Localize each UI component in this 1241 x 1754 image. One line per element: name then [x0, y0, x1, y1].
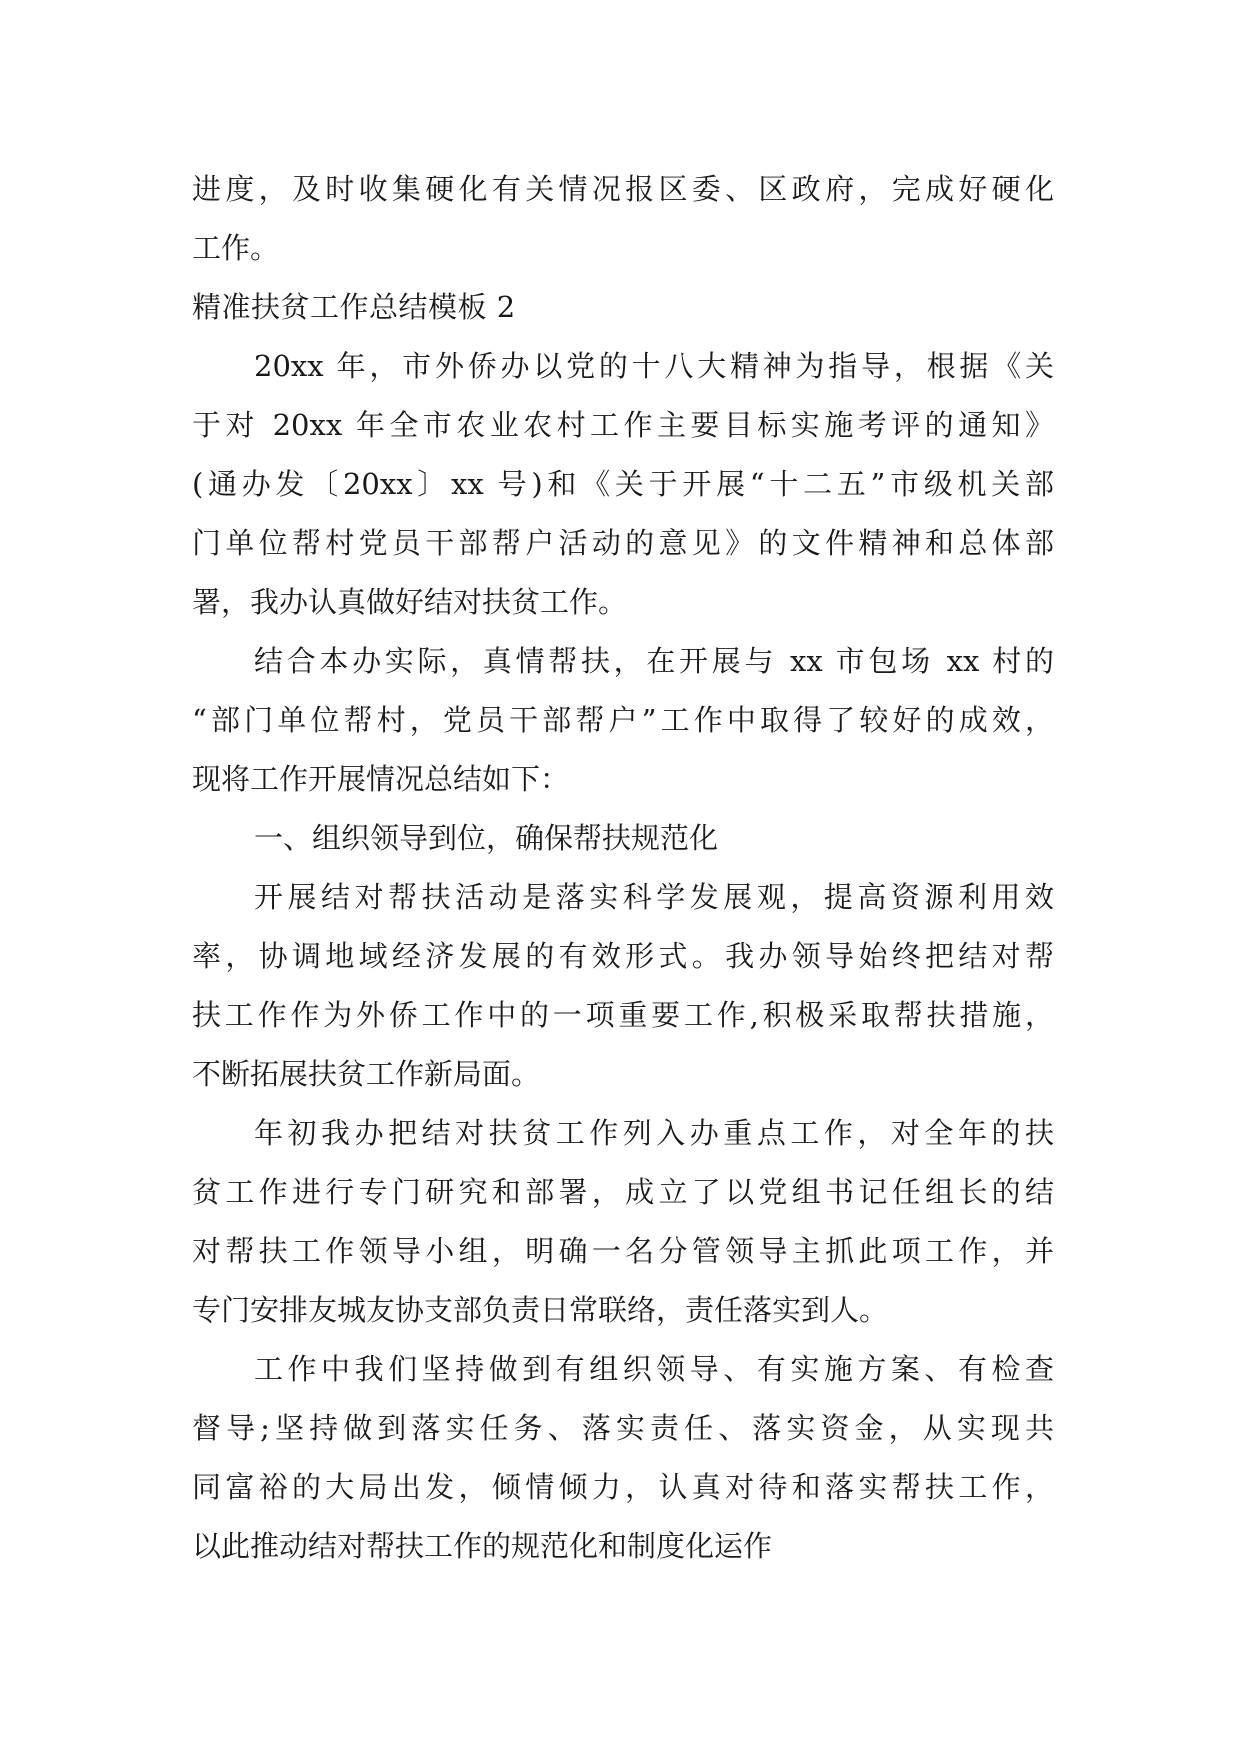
text-line: 率，协调地域经济发展的有效形式。我办领导始终把结对帮: [192, 939, 1054, 973]
paragraph-first-line: 工作中我们坚持做到有组织领导、有实施方案、有检查: [254, 1352, 1054, 1386]
paragraph-first-line: 结合本办实际，真情帮扶，在开展与 xx 市包场 xx 村的: [254, 644, 1054, 678]
text-line: 对帮扶工作领导小组，明确一名分管领导主抓此项工作，并: [192, 1234, 1054, 1268]
text-line: 专门安排友城友协支部负责日常联络，责任落实到人。: [192, 1293, 889, 1327]
text-line: 同富裕的大局出发，倾情倾力，认真对待和落实帮扶工作，: [192, 1470, 1054, 1504]
paragraph-first-line: 年初我办把结对扶贫工作列入办重点工作，对全年的扶: [254, 1116, 1054, 1150]
text-line: (通办发〔20xx〕xx 号)和《关于开展“十二五”市级机关部: [192, 467, 1054, 501]
text-line: “部门单位帮村，党员干部帮户”工作中取得了较好的成效，: [192, 703, 1054, 737]
text-line: 署，我办认真做好结对扶贫工作。: [192, 585, 628, 619]
text-line: 门单位帮村党员干部帮户活动的意见》的文件精神和总体部: [192, 526, 1054, 560]
text-line: 现将工作开展情况总结如下：: [192, 762, 570, 796]
text-line: 于对 20xx 年全市农业农村工作主要目标实施考评的通知》: [192, 408, 1054, 442]
text-line: 工作。: [192, 231, 280, 265]
text-line: 扶工作作为外侨工作中的一项重要工作,积极采取帮扶措施，: [192, 998, 1054, 1032]
text-line: 进度，及时收集硬化有关情况报区委、区政府，完成好硬化: [192, 172, 1054, 206]
text-line: 督导;坚持做到落实任务、落实责任、落实资金，从实现共: [192, 1411, 1054, 1445]
paragraph-first-line: 20xx 年，市外侨办以党的十八大精神为指导，根据《关: [254, 349, 1054, 383]
subheading: 一、组织领导到位，确保帮扶规范化: [254, 821, 719, 855]
document-body: [192, 160, 1054, 1576]
text-line: 不断拓展扶贫工作新局面。: [192, 1057, 541, 1091]
text-line: 贫工作进行专门研究和部署，成立了以党组书记任组长的结: [192, 1175, 1054, 1209]
paragraph-first-line: 开展结对帮扶活动是落实科学发展观，提高资源利用效: [254, 880, 1054, 914]
section-title: 精准扶贫工作总结模板 2: [192, 290, 516, 324]
text-line: 以此推动结对帮扶工作的规范化和制度化运作: [192, 1529, 773, 1563]
